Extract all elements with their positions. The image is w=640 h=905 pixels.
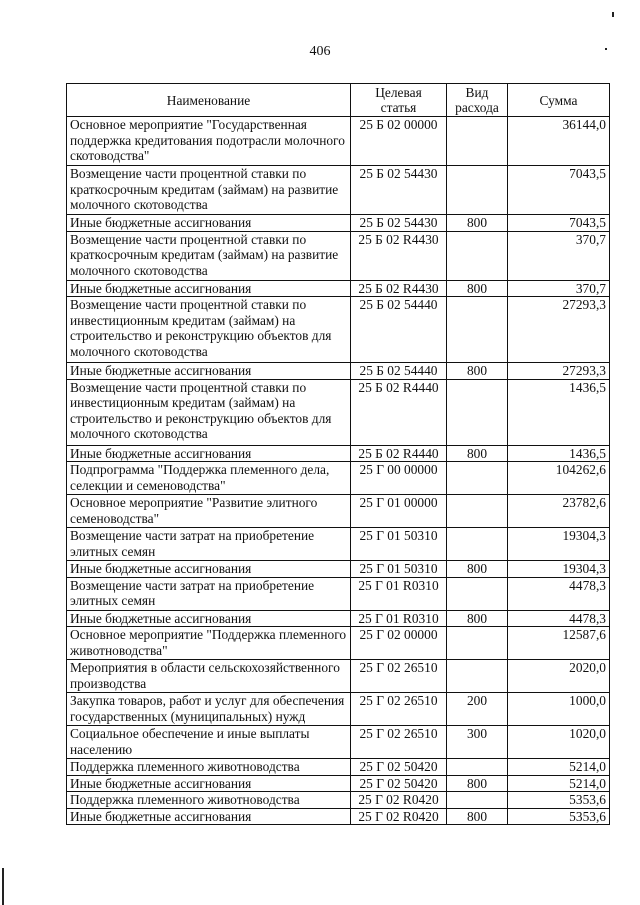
table-row [67,495,610,528]
table-row [67,445,610,462]
row-name-cell: Иные бюджетные ассигнования [67,215,351,232]
row-sum-cell: 7043,5 [508,166,610,215]
table-row [67,363,610,380]
row-type-cell: 200 [447,693,508,726]
row-type-cell [447,231,508,280]
row-name-cell: Иные бюджетные ассигнования [67,775,351,792]
table-row [67,379,610,445]
scan-mark-left-edge [2,868,4,905]
row-name-cell: Социальное обеспечение и иные выплаты населению [67,726,351,759]
row-sum-cell: 370,7 [508,231,610,280]
row-name-cell: Иные бюджетные ассигнования [67,445,351,462]
table-body [67,117,610,825]
row-type-cell: 800 [447,610,508,627]
row-target-cell: 25 Г 01 50310 [351,561,447,578]
row-type-cell: 800 [447,561,508,578]
table-row [67,231,610,280]
row-target-cell: 25 Б 02 R4440 [351,445,447,462]
table-row [67,775,610,792]
table-row [67,627,610,660]
table-row [67,759,610,776]
row-target-cell: 25 Г 01 00000 [351,495,447,528]
row-sum-cell: 19304,3 [508,528,610,561]
row-sum-cell: 36144,0 [508,117,610,166]
row-target-cell: 25 Б 02 54430 [351,215,447,232]
row-sum-cell: 5214,0 [508,775,610,792]
scan-mark-top-right [612,12,614,17]
row-target-cell: 25 Г 02 26510 [351,660,447,693]
row-target-cell: 25 Г 02 26510 [351,726,447,759]
row-type-cell: 800 [447,445,508,462]
row-target-cell: 25 Г 02 50420 [351,775,447,792]
row-type-cell [447,627,508,660]
row-target-cell: 25 Б 02 R4440 [351,379,447,445]
row-sum-cell: 1020,0 [508,726,610,759]
row-type-cell [447,462,508,495]
row-type-cell [447,792,508,809]
table-row [67,561,610,578]
row-name-cell: Иные бюджетные ассигнования [67,610,351,627]
row-sum-cell: 27293,3 [508,363,610,380]
header-sum: Сумма [508,84,610,117]
row-name-cell: Иные бюджетные ассигнования [67,363,351,380]
row-sum-cell: 4478,3 [508,577,610,610]
table-row [67,808,610,825]
table-row [67,792,610,809]
row-type-cell [447,660,508,693]
table-row [67,726,610,759]
row-target-cell: 25 Б 02 R4430 [351,231,447,280]
row-sum-cell: 370,7 [508,280,610,297]
table-row [67,577,610,610]
row-target-cell: 25 Б 02 00000 [351,117,447,166]
row-sum-cell: 5353,6 [508,792,610,809]
table-header [67,84,610,117]
row-name-cell: Возмещение части затрат на приобретение элитных семян [67,577,351,610]
row-type-cell: 800 [447,363,508,380]
header-type: Вид расхода [447,84,508,117]
row-target-cell: 25 Б 02 R4430 [351,280,447,297]
table-row [67,528,610,561]
row-name-cell: Иные бюджетные ассигнования [67,280,351,297]
row-sum-cell: 1000,0 [508,693,610,726]
row-sum-cell: 12587,6 [508,627,610,660]
row-target-cell: 25 Б 02 54440 [351,363,447,380]
row-name-cell: Подпрограмма "Поддержка племенного дела, селекции и семеноводства" [67,462,351,495]
row-name-cell: Возмещение части процентной ставки по краткосрочным кредитам (займам) на развитие молочного скотоводства [67,231,351,280]
table-row [67,297,610,363]
row-name-cell: Возмещение части процентной ставки по инвестиционным кредитам (займам) на строительство и реконструкцию объектов для молочного скотоводства [67,379,351,445]
row-target-cell: 25 Б 02 54430 [351,166,447,215]
row-name-cell: Закупка товаров, работ и услуг для обеспечения государственных (муниципальных) нужд [67,693,351,726]
row-sum-cell: 19304,3 [508,561,610,578]
budget-table [66,83,610,825]
row-type-cell [447,117,508,166]
row-target-cell: 25 Г 02 R0420 [351,808,447,825]
row-name-cell: Поддержка племенного животноводства [67,759,351,776]
row-target-cell: 25 Г 00 00000 [351,462,447,495]
row-type-cell [447,379,508,445]
table-row [67,462,610,495]
table-row [67,280,610,297]
row-target-cell: 25 Г 02 26510 [351,693,447,726]
row-sum-cell: 104262,6 [508,462,610,495]
table-row [67,166,610,215]
row-target-cell: 25 Б 02 54440 [351,297,447,363]
header-row [67,84,610,117]
row-name-cell: Мероприятия в области сельскохозяйственного производства [67,660,351,693]
row-sum-cell: 27293,3 [508,297,610,363]
table-row [67,215,610,232]
row-name-cell: Иные бюджетные ассигнования [67,808,351,825]
row-sum-cell: 1436,5 [508,379,610,445]
row-type-cell [447,577,508,610]
row-target-cell: 25 Г 01 R0310 [351,577,447,610]
header-name: Наименование [67,84,351,117]
row-type-cell [447,528,508,561]
row-name-cell: Возмещение части процентной ставки по краткосрочным кредитам (займам) на развитие молочного скотоводства [67,166,351,215]
scan-mark-right [605,48,607,50]
row-target-cell: 25 Г 01 50310 [351,528,447,561]
row-sum-cell: 2020,0 [508,660,610,693]
row-target-cell: 25 Г 02 R0420 [351,792,447,809]
row-sum-cell: 5353,6 [508,808,610,825]
row-type-cell: 800 [447,808,508,825]
row-type-cell [447,297,508,363]
row-name-cell: Возмещение части затрат на приобретение элитных семян [67,528,351,561]
row-name-cell: Основное мероприятие "Государственная поддержка кредитования подотрасли молочного скотоводства" [67,117,351,166]
table-row [67,117,610,166]
table-row [67,660,610,693]
page-number: 406 [309,44,331,59]
row-type-cell: 800 [447,280,508,297]
row-sum-cell: 23782,6 [508,495,610,528]
row-sum-cell: 7043,5 [508,215,610,232]
row-type-cell [447,495,508,528]
row-sum-cell: 4478,3 [508,610,610,627]
row-type-cell: 300 [447,726,508,759]
row-name-cell: Поддержка племенного животноводства [67,792,351,809]
row-type-cell: 800 [447,775,508,792]
row-sum-cell: 5214,0 [508,759,610,776]
header-target: Целевая статья [351,84,447,117]
row-target-cell: 25 Г 02 00000 [351,627,447,660]
row-type-cell: 800 [447,215,508,232]
row-name-cell: Основное мероприятие "Поддержка племенного животноводства" [67,627,351,660]
row-name-cell: Основное мероприятие "Развитие элитного семеноводства" [67,495,351,528]
row-name-cell: Возмещение части процентной ставки по инвестиционным кредитам (займам) на строительство и реконструкцию объектов для молочного скотоводства [67,297,351,363]
row-name-cell: Иные бюджетные ассигнования [67,561,351,578]
table-row [67,693,610,726]
row-target-cell: 25 Г 01 R0310 [351,610,447,627]
table-row [67,610,610,627]
row-target-cell: 25 Г 02 50420 [351,759,447,776]
row-type-cell [447,166,508,215]
row-type-cell [447,759,508,776]
row-sum-cell: 1436,5 [508,445,610,462]
